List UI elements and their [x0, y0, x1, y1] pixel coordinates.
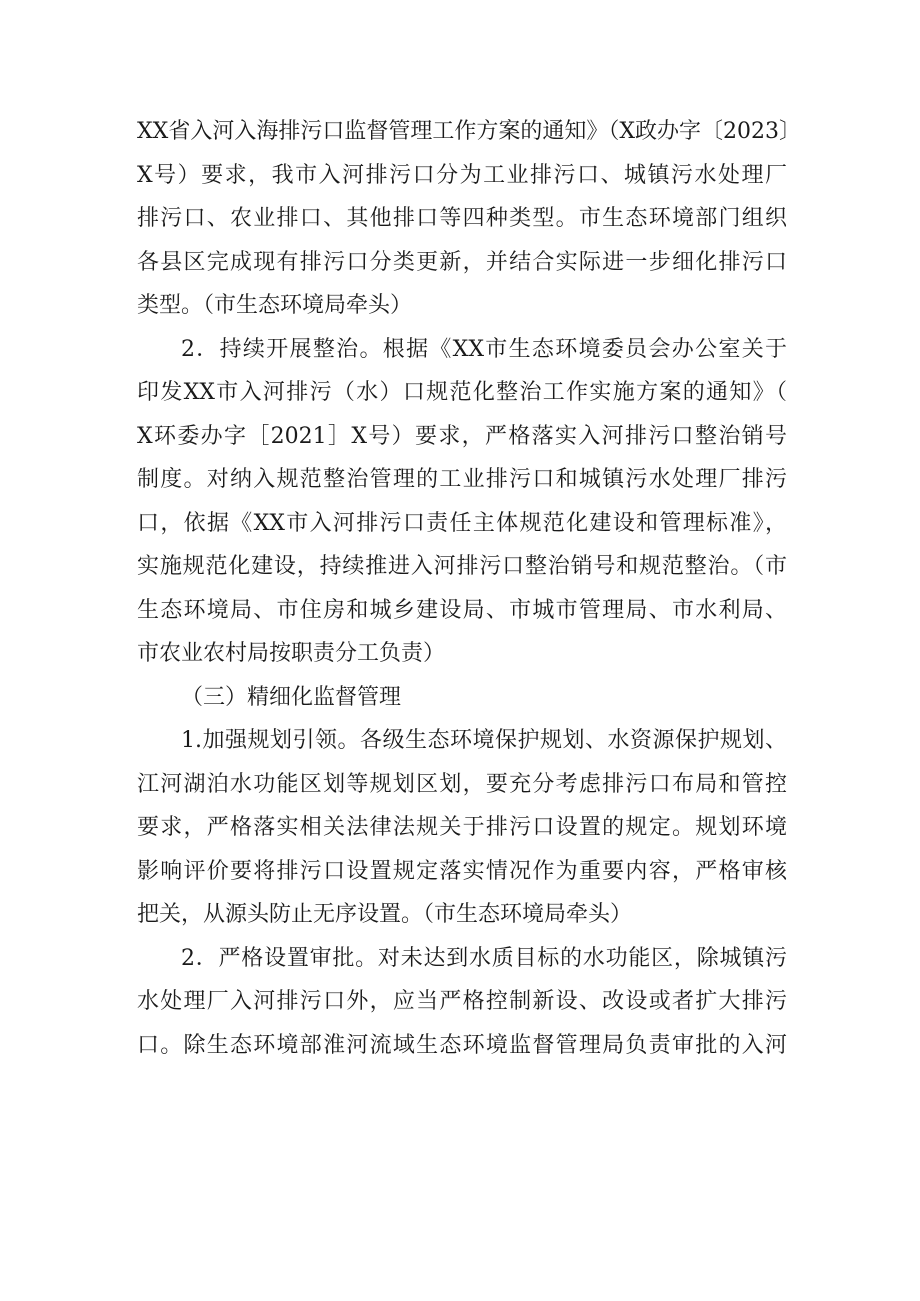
text-line: X环委办字［2021］X号）要求，严格落实入河排污口整治销号: [137, 423, 787, 449]
text-line: 要求，严格落实相关法律法规关于排污口设置的规定。规划环境: [137, 815, 787, 840]
section-heading: （三）精细化监督管理: [181, 684, 402, 710]
text-line: 市农业农村局按职责分工负责）: [137, 641, 446, 666]
paragraph-strict-approval: [137, 937, 787, 1068]
text-line: 2．持续开展整治。根据《XX市生态环境委员会办公室关于: [181, 336, 787, 362]
text-line: 把关，从源头防止无序设置。（市生态环境局牵头）: [137, 902, 633, 927]
document-body: [137, 110, 801, 1067]
text-line: 江河湖泊水功能区划等规划区划，要充分考虑排污口布局和管控: [137, 771, 787, 797]
text-line: 水处理厂入河排污口外，应当严格控制新设、改设或者扩大排污: [137, 989, 787, 1014]
section-heading-refined-supervision: [137, 676, 787, 720]
paragraph-sewage-outlet-classification: [137, 110, 801, 328]
text-line: 各县区完成现有排污口分类更新，并结合实际进一步细化排污口: [137, 249, 787, 275]
text-line: 2．严格设置审批。对未达到水质目标的水功能区，除城镇污: [181, 945, 787, 971]
text-line: 影响评价要将排污口设置规定落实情况作为重要内容，严格审核: [137, 858, 787, 884]
text-line: 口。除生态环境部淮河流域生态环境监督管理局负责审批的入河: [137, 1032, 787, 1058]
text-line: X号）要求，我市入河排污口分为工业排污口、城镇污水处理厂: [137, 162, 787, 188]
text-line: 制度。对纳入规范整治管理的工业排污口和城镇污水处理厂排污: [137, 467, 787, 492]
text-line: 实施规范化建设，持续推进入河排污口整治销号和规范整治。（市: [137, 554, 787, 579]
paragraph-continue-rectification: [137, 328, 787, 676]
text-line: XX省入河入海排污口监督管理工作方案的通知》（X政办字〔2023〕: [137, 119, 801, 144]
text-line: 类型。（市生态环境局牵头）: [137, 293, 413, 318]
text-line: 排污口、农业排口、其他排口等四种类型。市生态环境部门组织: [137, 206, 787, 231]
paragraph-planning-guidance: [137, 719, 787, 937]
text-line: 印发XX市入河排污（水）口规范化整治工作实施方案的通知》（: [137, 380, 787, 405]
text-line: 1.加强规划引领。各级生态环境保护规划、水资源保护规划、: [181, 728, 787, 753]
text-line: 生态环境局、市住房和城乡建设局、市城市管理局、市水利局、: [137, 597, 787, 623]
text-line: 口，依据《XX市入河排污口责任主体规范化建设和管理标准》，: [137, 510, 787, 536]
